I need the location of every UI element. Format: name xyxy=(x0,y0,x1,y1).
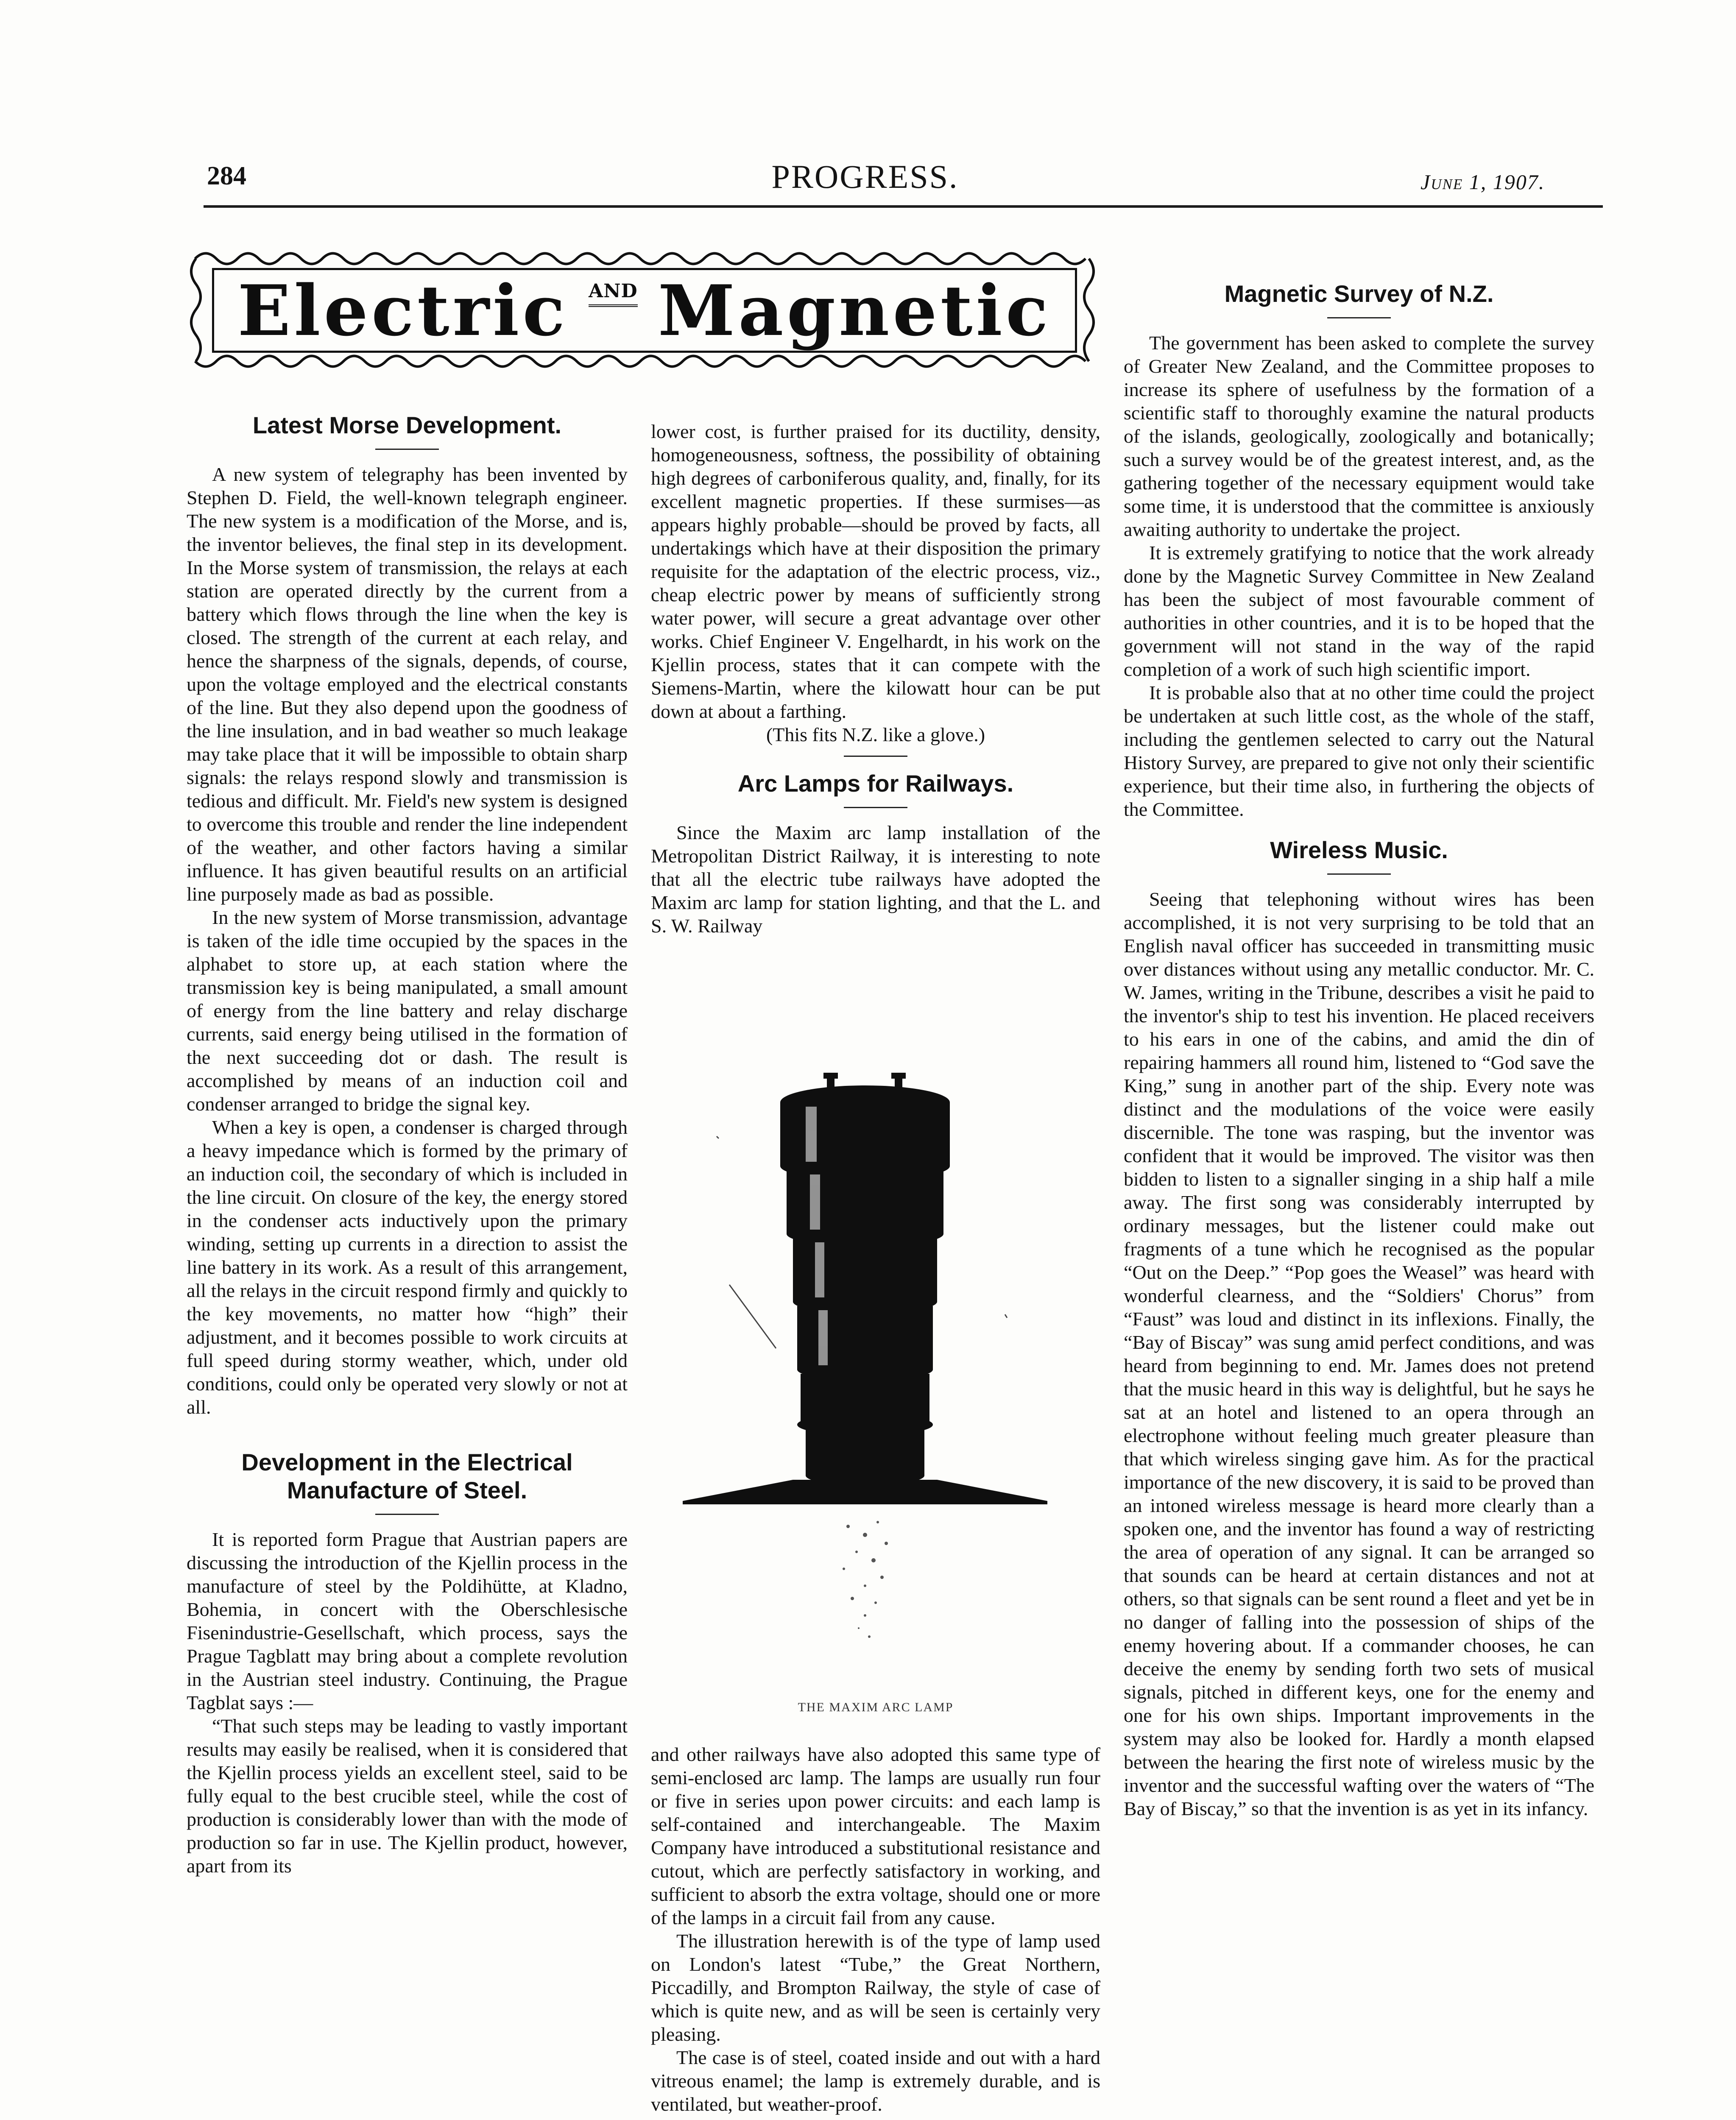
article-paragraph: It is probable also that at no other time could the project be undertaken at such little cost, as the whole of the staff, including the gentlemen selected to carry out the Natural History Survey, are prepared to give not only their scientific experience, but their time also, in furthering the objects of the Committee. xyxy=(1124,682,1594,820)
arc-lamp-illustration xyxy=(666,1052,1086,1683)
article-paragraph: The case is of steel, coated inside and out with a hard vitreous enamel; the lamp is extremely durable, and is ventilated, but weather-proof. xyxy=(651,2047,1100,2115)
editorial-aside: (This fits N.Z. like a glove.) xyxy=(766,724,985,745)
header-rule xyxy=(204,205,1603,208)
heading-rule xyxy=(375,449,439,450)
article-paragraph: When a key is open, a condenser is charged through a heavy impedance which is formed by the primary of an induction coil, the secondary of which is included in the line circuit. On closure of the key, the energy stored in the condenser acts inductively upon the primary winding, setting up currents in a direction to assist the line battery in its work. As a result of this arrangement, all the relays in the circuit respond firmly and quickly to the key movements, no matter how “high” their adjustment, and it becomes possible to work circuits at full speed during stormy weather, which, under old conditions, could only be operated very slowly or not at all. xyxy=(187,1116,628,1418)
section-banner xyxy=(212,268,1077,353)
article-paragraph: Seeing that telephoning without wires has been accomplished, it is not very surprising to be told that an English naval officer has succeeded in transmitting music over distances without using any metallic conductor. Mr. C. W. James, writing in the Tribune, describes a visit he paid to the inventor's ship to test his invention. He placed receivers to his ears in one of the cabins, and amid the din of repairing hammers all round him, listened to “God save the King,” sung in another part of the ship. Every note was distinct and the modulations of the voice were easily discernible. The tone was rasping, but the inventor was confident that it would be improved. The visitor was then bidden to listen to a signaller singing in a ship half a mile away. The first song was considerably interrupted by ordinary messages, but the listener could make out fragments of a tune which he recognised as the popular “Out on the Deep.” “Pop goes the Weasel” was heard with wonderful clearness, and the “Soldiers' Chorus” from “Faust” was loud and distinct in its inflexions. Finally, the “Bay of Biscay” was sung amid perfect conditions, and was heard from beginning to end. Mr. James does not pretend that the music heard in this way is delightful, but he says he sat at an hotel and listened to an opera through an electrophone without feeling much greater pleasure than that which wireless singing gave him. As for the practical importance of the new discovery, it is said to be proved than an intoned wireless message is heard more clearly than a spoken one, and the inventor has found a way of restricting the area of operation of any signal. It can be arranged so that sounds can be heard at certain distances and not at others, so that signals can be sent round a fleet and yet be in no danger of falling into the possession of ships of the enemy hovering about. If a commander chooses, he can deceive the enemy by sending forth two sets of musical signals, pitched in different keys, one for the enemy and one for his own ships. Important improvements in the system may also be looked for. Hardly a month elapsed between the hearing the first note of wireless music by the inventor and the successful wafting over the waters of “The Bay of Biscay,” so that the invention is as yet in its infancy. xyxy=(1124,888,1594,1819)
article-heading-wireless-music: Wireless Music. xyxy=(1270,837,1448,863)
section-rule xyxy=(844,756,907,757)
article-paragraph-continued: and other railways have also adopted this same type of semi-enclosed arc lamp. The lamps are usually run four or five in series upon power circuits: and each lamp is self-contained and interchangeable. The Maxim Company have introduced a substitutional resistance and cutout, which are perfectly satisfactory in working, and sufficient to absorb the extra voltage, should one or more of the lamps in a circuit fail from any cause. xyxy=(651,1743,1100,1928)
article-heading-magnetic-survey: Magnetic Survey of N.Z. xyxy=(1224,280,1494,307)
heading-rule xyxy=(1327,873,1391,875)
heading-line: Manufacture of Steel. xyxy=(287,1477,527,1504)
article-paragraph: Since the Maxim arc lamp installation of the Metropolitan District Railway, it is interesting to note that all the electric tube railways have adopted the Maxim arc lamp for station lighting, and that the L. and S. W. Railway xyxy=(651,822,1100,937)
heading-line: Development in the Electrical xyxy=(241,1449,573,1476)
banner-word-and: AND xyxy=(589,280,638,307)
column-2 xyxy=(651,420,1100,937)
article-paragraph-continued: lower cost, is further praised for its ductility, density, homogeneousness, softness, the possibility of obtaining high degrees of carboniferous quality, and, finally, for its excellent magnetic properties. If these surmises—as appears highly probable—should be proved by facts, all undertakings which have at their disposition the primary requisite for the adaptation of the electric process, viz., cheap electric power by means of sufficiently strong water power, will secure a great advantage over other works. Chief Engineer V. Engelhardt, in his work on the Kjellin process, states that it can compete with the Siemens-Martin, where the kilowatt hour can be put down at about a farthing. xyxy=(651,421,1100,722)
banner-word-electric: Electric xyxy=(237,269,569,351)
article-heading-morse: Latest Morse Development. xyxy=(252,412,562,438)
banner-word-magnetic: Magnetic xyxy=(658,269,1052,351)
journal-title: PROGRESS. xyxy=(771,158,959,195)
article-paragraph: “That such steps may be leading to vastly important results may easily be realised, when it is considered that the Kjellin process yields an excellent steel, said to be fully equal to the best crucible steel, while the cost of production is considerably lower than with the mode of production so far in use. The Kjellin product, however, apart from its xyxy=(187,1715,628,1877)
heading-rule xyxy=(844,807,907,808)
article-paragraph: It is extremely gratifying to notice that the work already done by the Magnetic Survey Committee in New Zealand has been the subject of most favourable comment of authorities in other countries, and it is to be hoped that the government will not stand in the way of the rapid completion of a work of such high scientific import. xyxy=(1124,542,1594,680)
column-2-lower xyxy=(651,1743,1100,2116)
figure-caption: THE MAXIM ARC LAMP xyxy=(798,1700,954,1714)
heading-rule xyxy=(375,1514,439,1515)
article-heading-steel xyxy=(187,1448,628,1504)
column-3 xyxy=(1124,280,1594,1820)
article-paragraph: A new system of telegraphy has been invented by Stephen D. Field, the well-known telegraph engineer. The new system is a modification of the Morse, and is, the inventor believes, the final step in its development. In the Morse system of transmission, the relays at each station are operated directly by the current from a battery which flows through the line when the key is closed. The strength of the current at each relay, and hence the sharpness of the signals, depends, of course, upon the voltage employed and the electrical constants of the line. But they also depend upon the goodness of the line insulation, and in bad weather so much leakage may take place that it will be impossible to obtain sharp signals: the relays respond slowly and transmission is tedious and difficult. Mr. Field's new system is designed to overcome this trouble and render the line independent of the weather, and other factors having a similar influence. It has given beautiful results on an artificial line purposely made as bad as possible. xyxy=(187,463,628,905)
issue-date: June 1, 1907. xyxy=(1421,170,1545,194)
page-number: 284 xyxy=(207,162,246,190)
article-paragraph: It is reported form Prague that Austrian papers are discussing the introduction of the Kjellin process in the manufacture of steel by the Poldihütte, at Kladno, Bohemia, in concert with the Oberschlesische Fisenindustrie-Gesellschaft, which process, says the Prague Tagblatt may bring about a complete revolution in the Austrian steel industry. Continuing, the Prague Tagblat says :— xyxy=(187,1529,628,1713)
article-heading-arc-lamps: Arc Lamps for Railways. xyxy=(737,770,1014,797)
article-paragraph: The government has been asked to complete the survey of Greater New Zealand, and the Committee proposes to increase its sphere of usefulness by the formation of a scientific staff to thoroughly examine the natural products of the islands, geologically, zoologically and botanically; such a survey would be of the greatest interest, and, as the gathering together of the necessary equipment would take some time, it is understood that the committee is anxiously awaiting authority to undertake the project. xyxy=(1124,332,1594,540)
heading-rule xyxy=(1327,317,1391,318)
article-paragraph: In the new system of Morse transmission, advantage is taken of the idle time occupied by the spaces in the alphabet to store up, at each station where the transmission key is being manipulated, a small amount of energy from the line battery and relay discharge currents, said energy being utilised in the formation of the next succeeding dot or dash. The result is accomplished by means of an induction coil and condenser arranged to bridge the signal key. xyxy=(187,907,628,1115)
column-1 xyxy=(187,411,628,1877)
article-paragraph: The illustration herewith is of the type of lamp used on London's latest “Tube,” the Great Northern, Piccadilly, and Brompton Railway, the style of case of which is quite new, and as will be seen is certainly very pleasing. xyxy=(651,1930,1100,2045)
